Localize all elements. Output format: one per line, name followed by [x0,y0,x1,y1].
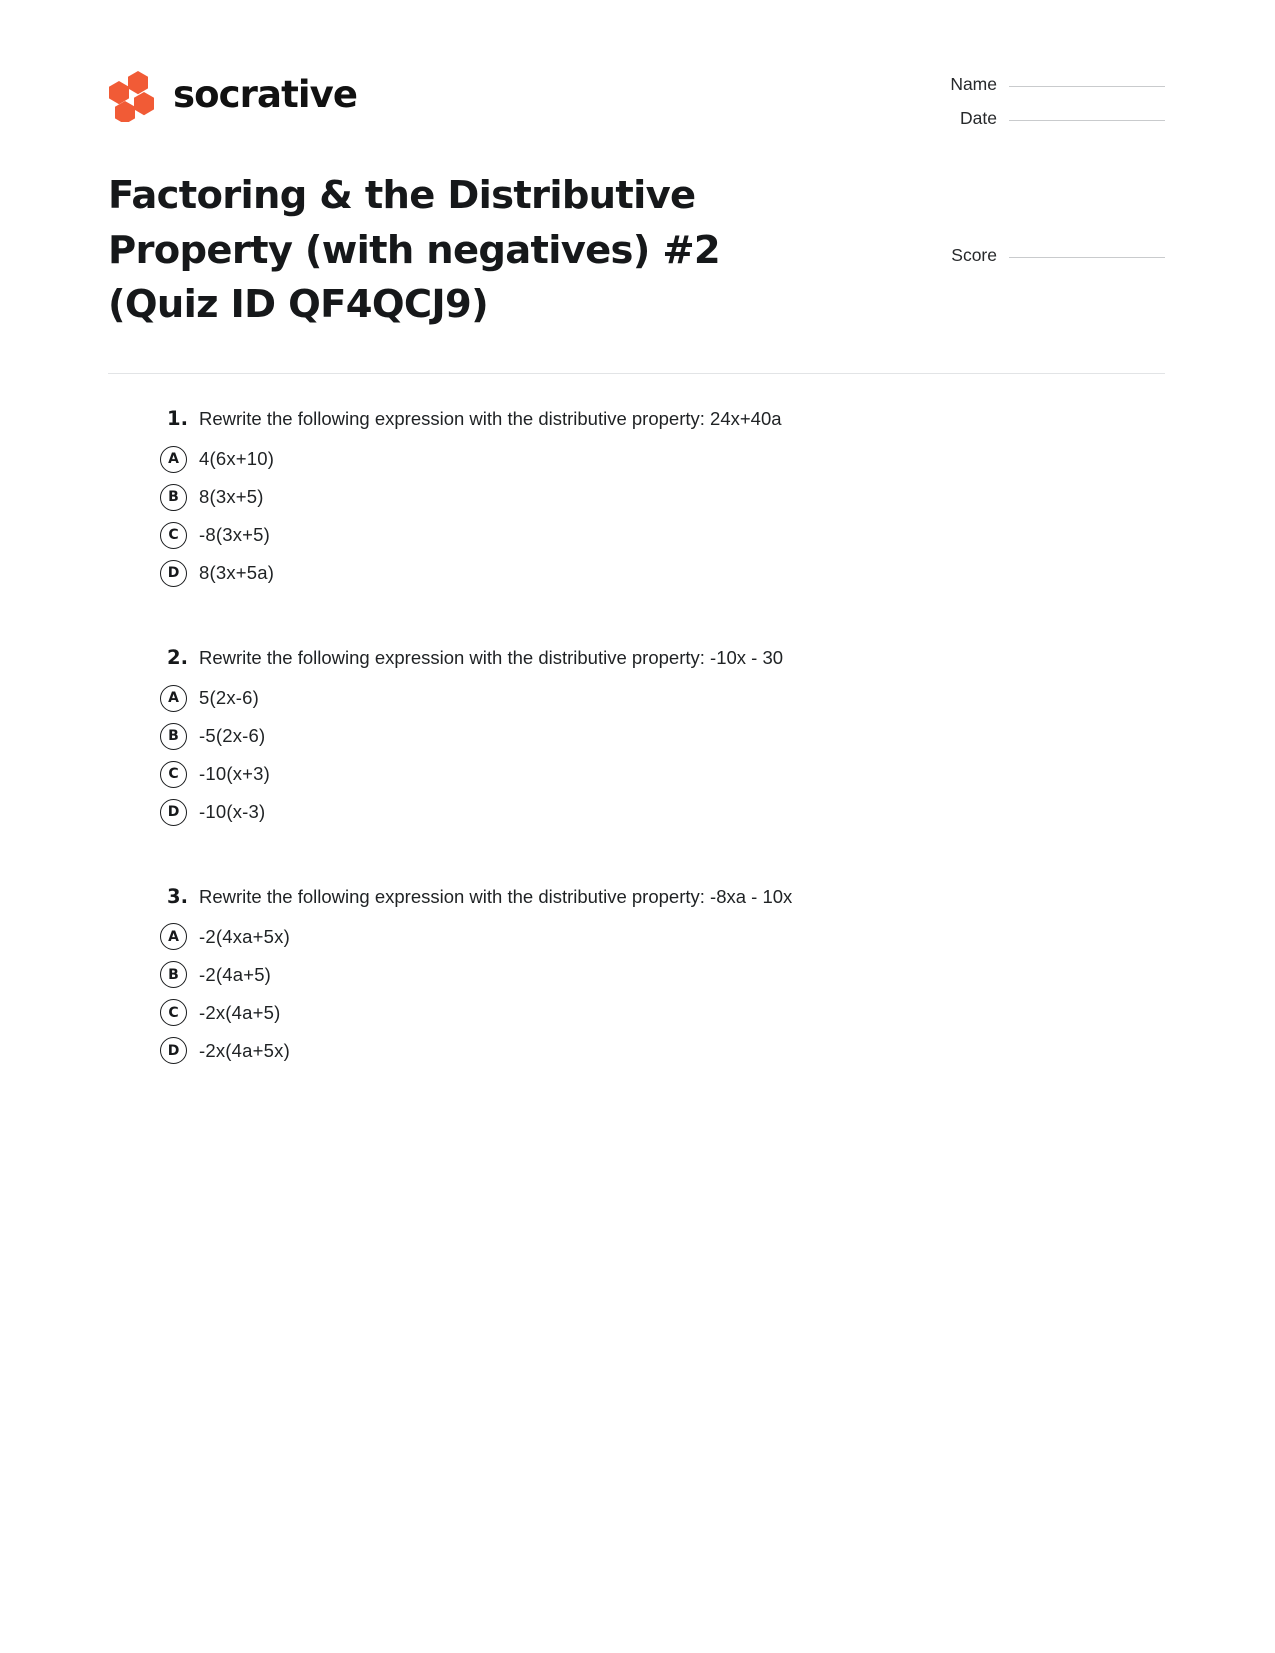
answer-option[interactable] [160,446,1165,473]
name-field-row [915,74,1165,95]
date-label: Date [960,108,997,128]
option-bubble-d[interactable]: D [160,1037,187,1064]
questions-list [0,374,1275,1064]
option-bubble-d[interactable]: D [160,799,187,826]
question-number: 3. [167,884,188,908]
answer-option[interactable] [160,685,1165,712]
option-text: -2(4xa+5x) [199,925,290,947]
answer-option[interactable] [160,522,1165,549]
answer-option[interactable] [160,723,1165,750]
score-field-row [915,245,1165,266]
answer-option[interactable] [160,484,1165,511]
answer-option[interactable] [160,1037,1165,1064]
page-header [0,0,1275,142]
option-bubble-a[interactable]: A [160,446,187,473]
answer-options [108,923,1165,1064]
date-write-line[interactable] [1009,120,1165,121]
option-text: -2x(4a+5) [199,1001,281,1023]
page-title: Factoring & the Distributive Property (with negatives) #2 (Quiz ID QF4QCJ9) [108,173,721,328]
answer-option[interactable] [160,923,1165,950]
option-text: -10(x+3) [199,763,271,785]
student-meta-fields [915,74,1165,142]
answer-option[interactable] [160,999,1165,1026]
score-label: Score [951,245,997,265]
question-header [108,884,1165,911]
question-header [108,645,1165,672]
answer-options [108,685,1165,826]
date-field-row [915,108,1165,129]
question-item [108,884,1165,1065]
option-bubble-a[interactable]: A [160,685,187,712]
brand-name: socrative [173,72,358,116]
answer-option[interactable] [160,560,1165,587]
option-text: 8(3x+5) [199,486,264,508]
option-text: -2x(4a+5x) [199,1039,290,1061]
option-text: -10(x-3) [199,801,266,823]
option-bubble-c[interactable]: C [160,761,187,788]
socrative-hexagon-icon [108,70,156,122]
question-text: Rewrite the following expression with the distributive property: -10x - 30 [199,646,784,668]
option-bubble-b[interactable]: B [160,723,187,750]
question-text: Rewrite the following expression with the distributive property: 24x+40a [199,407,782,429]
answer-option[interactable] [160,761,1165,788]
option-bubble-c[interactable]: C [160,522,187,549]
socrative-logo [108,70,357,122]
question-header [108,406,1165,433]
option-bubble-b[interactable]: B [160,484,187,511]
question-text: Rewrite the following expression with the distributive property: -8xa - 10x [199,885,793,907]
option-bubble-a[interactable]: A [160,923,187,950]
question-item [108,406,1165,587]
answer-options [108,446,1165,587]
option-text: -5(2x-6) [199,725,266,747]
title-block [0,142,1275,333]
option-text: -2(4a+5) [199,963,272,985]
name-label: Name [950,74,997,94]
option-text: -8(3x+5) [199,524,271,546]
answer-option[interactable] [160,799,1165,826]
question-item [108,645,1165,826]
option-text: 4(6x+10) [199,448,275,470]
question-number: 1. [167,406,188,430]
option-bubble-b[interactable]: B [160,961,187,988]
option-bubble-c[interactable]: C [160,999,187,1026]
option-text: 5(2x-6) [199,687,259,709]
question-number: 2. [167,645,188,669]
option-text: 8(3x+5a) [199,562,275,584]
answer-option[interactable] [160,961,1165,988]
option-bubble-d[interactable]: D [160,560,187,587]
score-write-line[interactable] [1009,257,1165,258]
name-write-line[interactable] [1009,86,1165,87]
